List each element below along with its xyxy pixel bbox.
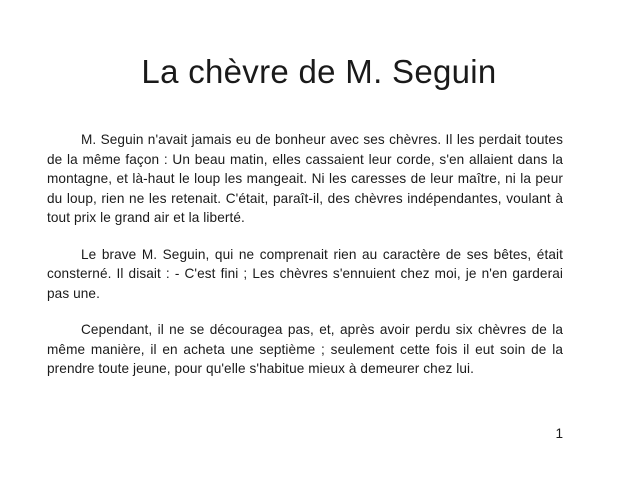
paragraph-1: M. Seguin n'avait jamais eu de bonheur avec ses chèvres. Il les perdait toutes de la même façon : Un beau matin, elles cassaient leur corde, s'en allaient dans la montagne, et là-haut le loup les mangeait. Ni les caresses de leur maître, ni la peur du loup, rien ne les retenait. C'était, paraît-il, des chèvres indépendantes, voulant à tout prix le grand air et la liberté. bbox=[47, 132, 563, 225]
page-title: La chèvre de M. Seguin bbox=[141, 53, 497, 90]
page-number: 1 bbox=[555, 426, 563, 441]
paragraph-3: Cependant, il ne se découragea pas, et, après avoir perdu six chèvres de la même manière, il en acheta une septième ; seulement cette fois il eut soin de la prendre toute jeune, pour qu'elle s'habitue mieux à demeurer chez lui. bbox=[47, 322, 563, 376]
document-body bbox=[47, 130, 563, 396]
paragraph-2: Le brave M. Seguin, qui ne comprenait rien au caractère de ses bêtes, était consterné. Il disait : - C'est fini ; Les chèvres s'ennuient chez moi, je n'en garderai pas une. bbox=[47, 246, 563, 301]
